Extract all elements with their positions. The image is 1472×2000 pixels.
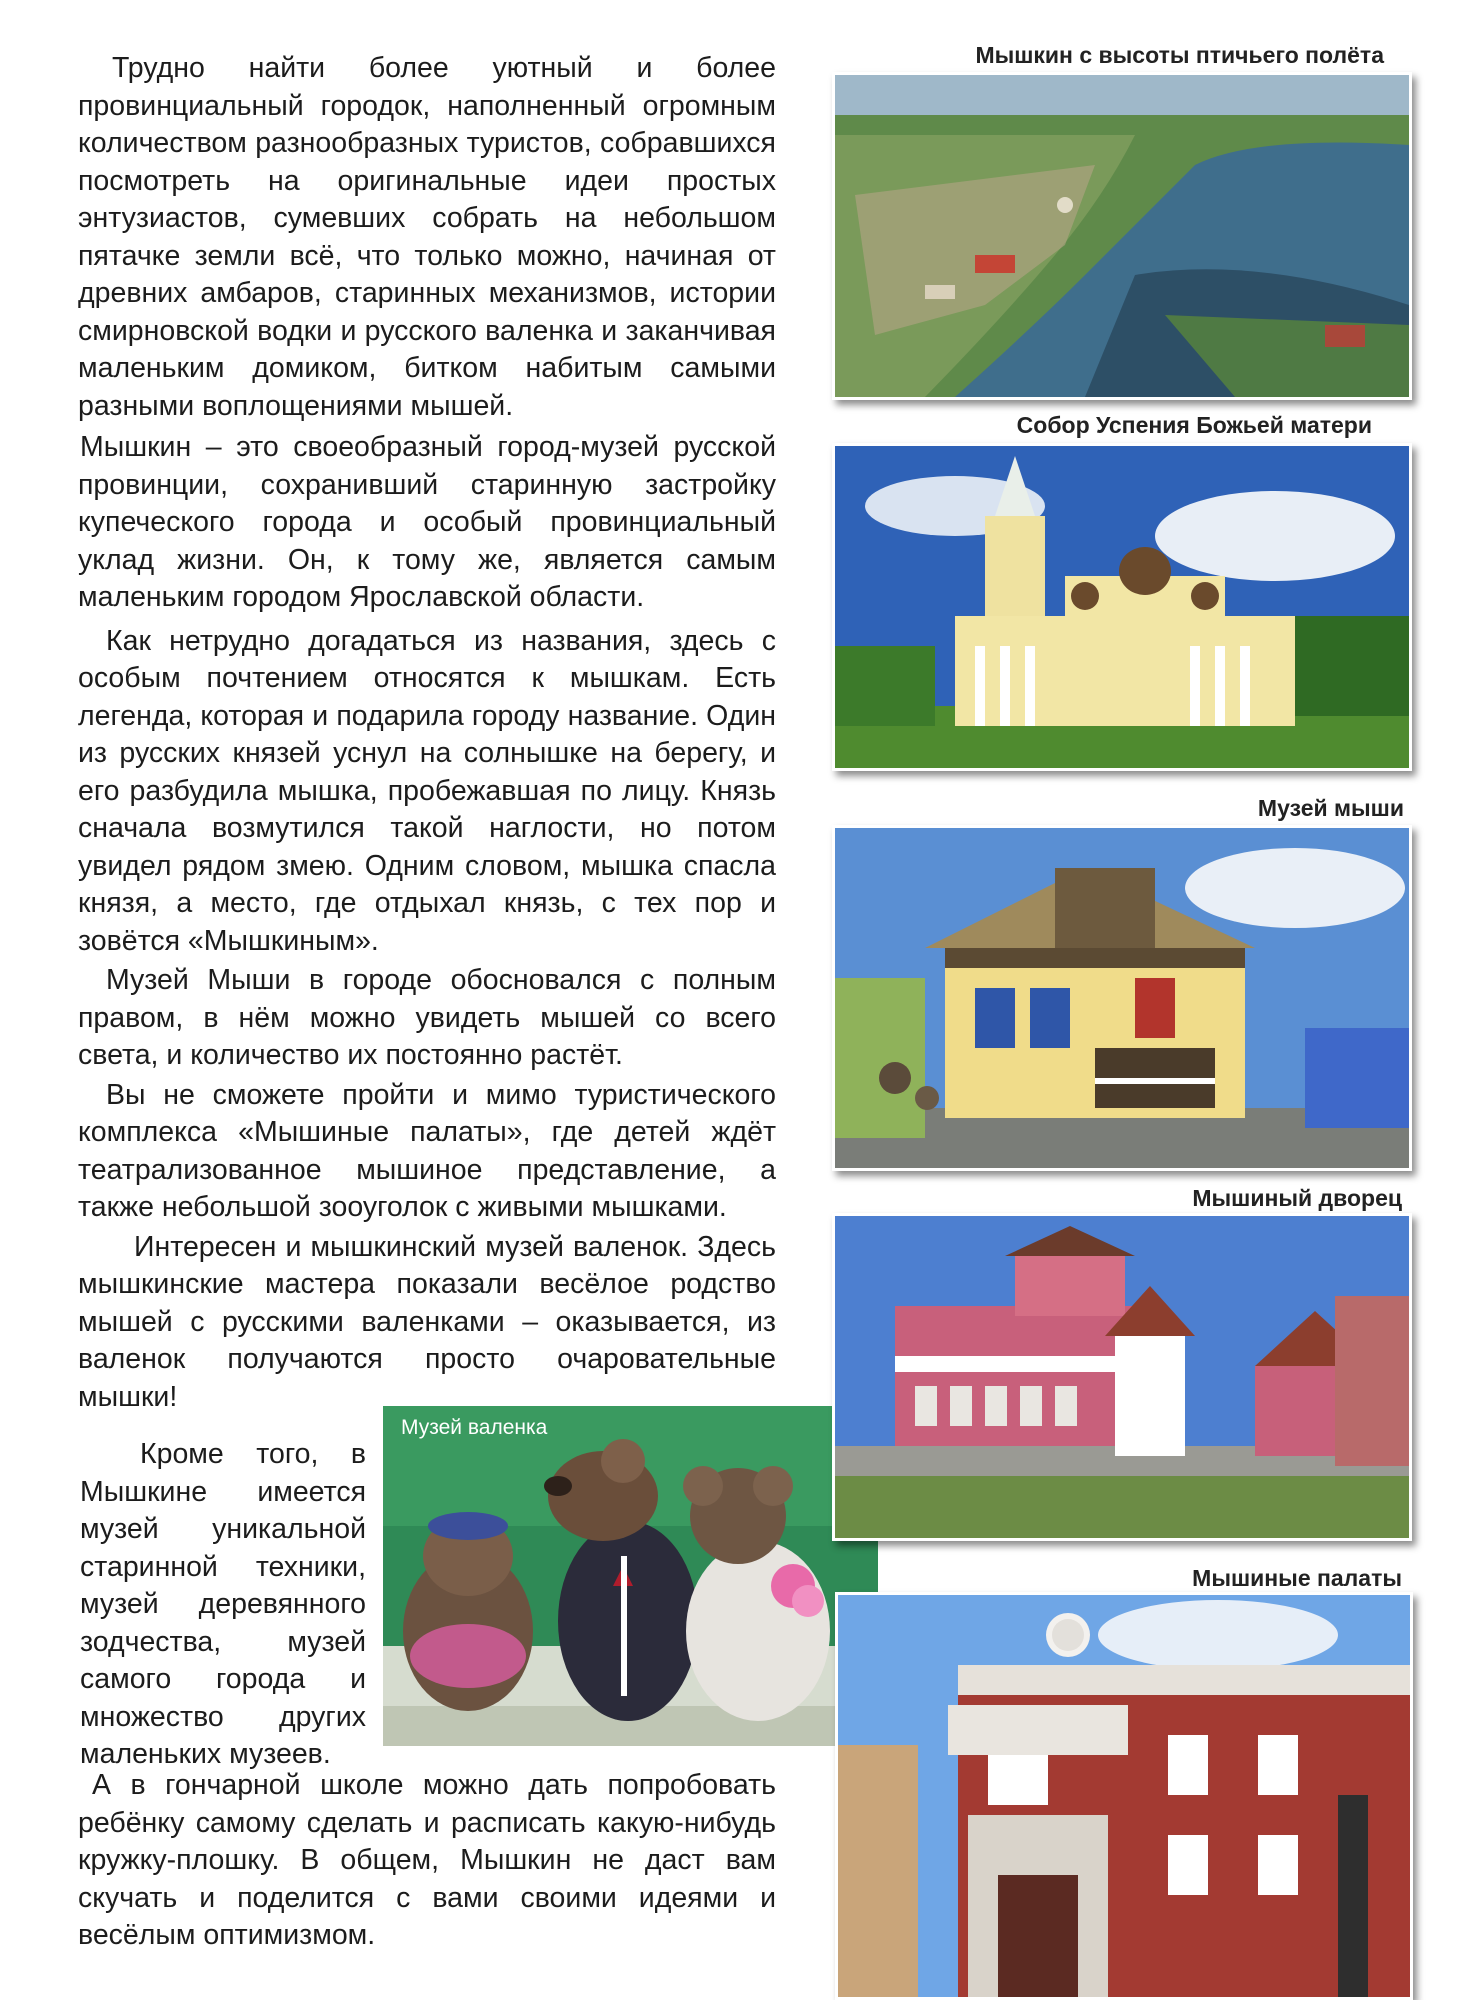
article-paragraph-5: Вы не сможете пройти и мимо туристического комплекса «Мышиные палаты», где детей ждёт театрализованное мышиное представление, а также небольшой зооуголок с живыми мышками. <box>78 1078 776 1223</box>
article-text <box>78 50 776 1416</box>
mouse-palace-photo <box>832 1213 1412 1541</box>
article-paragraph-8: А в гончарной школе можно дать попробовать ребёнку самому сделать и расписать какую-нибудь кружку-плошку. В общем, Мышкин не даст вам скучать и поделится с вами своими идеями и весёлым оптимизмом. <box>78 1769 776 1951</box>
mouse-palace-photo-caption: Мышиный дворец <box>1192 1185 1402 1211</box>
cathedral-photo <box>832 443 1412 771</box>
cathedral-photo-caption: Собор Успения Божьей матери <box>1016 412 1372 438</box>
aerial-photo-caption: Мышкин с высоты птичьего полёта <box>975 42 1384 68</box>
mouse-museum-photo <box>832 825 1412 1171</box>
article-paragraph-2: Мышкин – это своеобразный город-музей русской провинции, сохранивший старинную застройку купеческого города и особый провинциальный уклад жизни. Он, к тому же, является самым маленьким городом Ярославской области. <box>78 431 776 613</box>
article-paragraph-6: Интересен и мышкинский музей валенок. Здесь мышкинские мастера показали весёлое родство мышей с русскими валенками – оказывается, из валенок получаются просто очаровательные мышки! <box>78 1230 776 1413</box>
felt-museum-caption: Музей валенка <box>401 1416 548 1439</box>
mouse-chambers-photo-caption: Мышиные палаты <box>1192 1565 1402 1591</box>
aerial-photo <box>832 72 1412 400</box>
mouse-chambers-photo <box>835 1592 1413 2000</box>
article-paragraph-1: Трудно найти более уютный и более провинциальный городок, наполненный огромным количеством разнообразных туристов, собравшихся посмотреть на оригинальные идеи простых энтузиастов, сумевших собрать на небольшом пятачке земли всё, что только можно, начиная от древних амбаров, старинных механизмов, истории смирновской водки и русского валенка и заканчивая маленьким домиком, битком набитым самыми разными воплощениями мышей. <box>78 52 776 422</box>
felt-museum-photo <box>383 1406 878 1746</box>
article-paragraph-4: Музей Мыши в городе обосновался с полным правом, в нём можно увидеть мышей со всего света, и количество их постоянно растёт. <box>78 964 776 1071</box>
mouse-museum-photo-caption: Музей мыши <box>1257 795 1404 821</box>
article-paragraph-3: Как нетрудно догадаться из названия, здесь с особым почтением относятся к мышкам. Есть легенда, которая и подарила городу название. Один из русских князей уснул на солнышке на берегу, и его разбудила мышка, пробежавшая по лицу. Князь сначала возмутился такой наглости, но потом увидел рядом змею. Одним словом, мышка спасла князя, а место, где отдыхал князь, с тех пор и зовётся «Мышкиным». <box>78 624 776 957</box>
article-paragraph-7: Кроме того, в Мышкине имеется музей уникальной старинной техники, музей деревянного зодчества, музей самого города и множество других маленьких музеев. <box>80 1438 366 1770</box>
